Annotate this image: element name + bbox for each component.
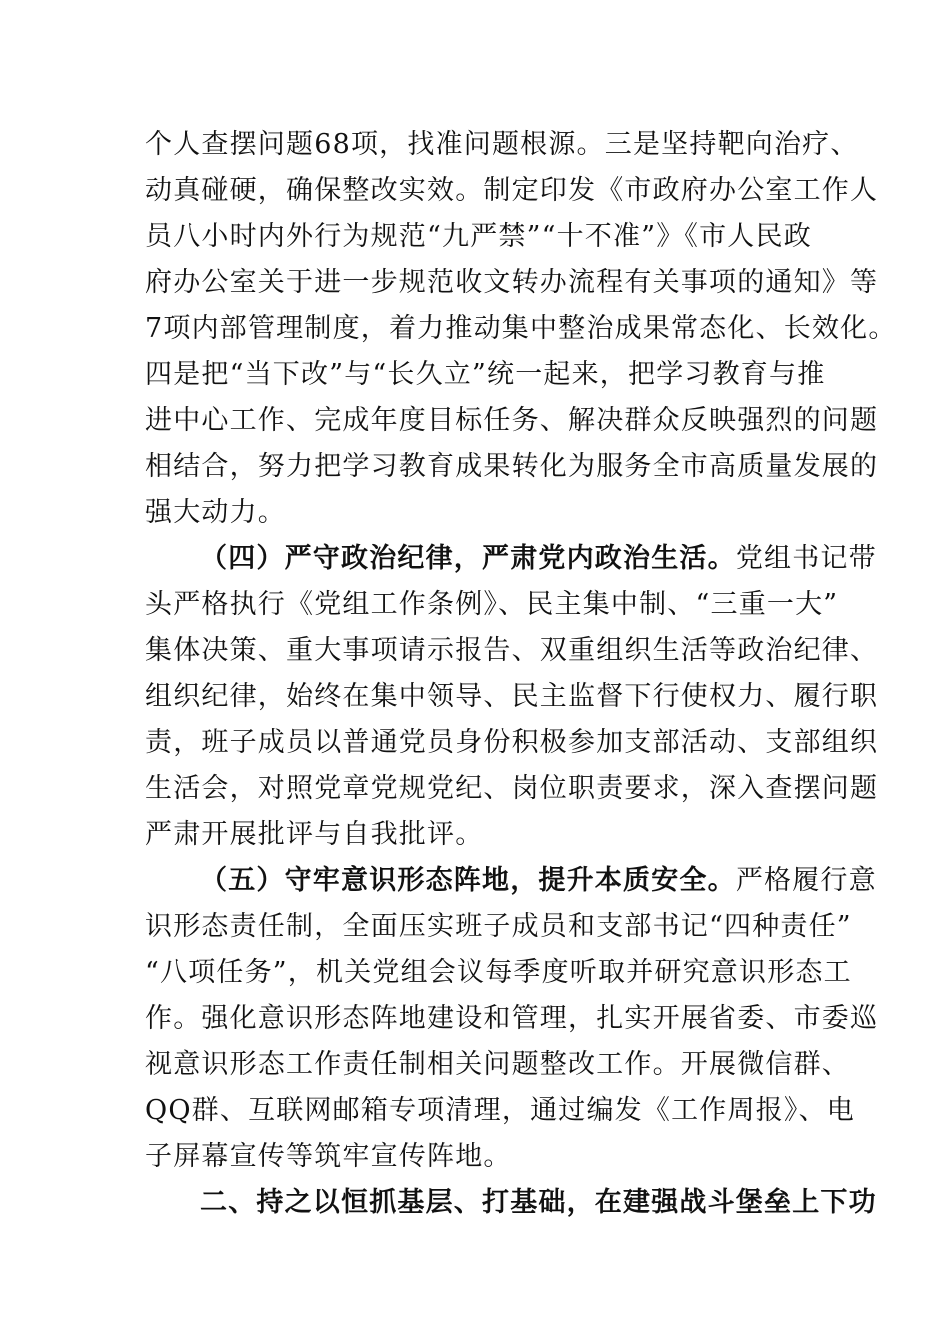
paragraph-first-line [200, 545, 880, 572]
body-line: 强大动力。 [145, 497, 286, 528]
body-line: 个人查摆问题68项，找准问题根源。三是坚持靶向治疗、 [145, 129, 859, 160]
section-heading-4: （四）严守政治纪律，严肃党内政治生活。 [200, 543, 736, 574]
section-heading: 二、持之以恒抓基层、打基础，在建强战斗堡垒上下功 [200, 1187, 877, 1218]
paragraph-first-line [200, 867, 880, 894]
body-line: 严肃开展批评与自我批评。 [145, 819, 484, 850]
body-line: “八项任务”，机关党组会议每季度听取并研究意识形态工 [145, 957, 852, 988]
body-line: 四是把“当下改”与“长久立”统一起来，把学习教育与推 [145, 359, 826, 390]
section-heading-5: （五）守牢意识形态阵地，提升本质安全。 [200, 865, 736, 896]
body-line: 生活会，对照党章党规党纪、岗位职责要求，深入查摆问题 [145, 773, 879, 804]
body-line: 员八小时内外行为规范“九严禁”“十不准”》《市人民政 [145, 221, 812, 252]
body-line: 子屏幕宣传等筑牢宣传阵地。 [145, 1141, 512, 1172]
body-line: 头严格执行《党组工作条例》、民主集中制、“三重一大” [145, 589, 839, 620]
body-line: 作。强化意识形态阵地建设和管理，扎实开展省委、市委巡 [145, 1003, 879, 1034]
body-line: 府办公室关于进一步规范收文转办流程有关事项的通知》等 [145, 267, 879, 298]
body-line: 识形态责任制，全面压实班子成员和支部书记“四种责任” [145, 911, 852, 942]
body-line: 组织纪律，始终在集中领导、民主监督下行使权力、履行职 [145, 681, 879, 712]
paragraph-text: 严格履行意 [735, 865, 877, 896]
paragraph-text: 党组书记带 [735, 543, 877, 574]
body-line: QQ群、互联网邮箱专项清理，通过编发《工作周报》、电 [145, 1095, 855, 1126]
body-line: 相结合，努力把学习教育成果转化为服务全市高质量发展的 [145, 451, 879, 482]
body-line: 责，班子成员以普通党员身份积极参加支部活动、支部组织 [145, 727, 879, 758]
body-line: 集体决策、重大事项请示报告、双重组织生活等政治纪律、 [145, 635, 879, 666]
body-line: 7项内部管理制度，着力推动集中整治成果常态化、长效化。 [145, 313, 897, 344]
body-line: 动真碰硬，确保整改实效。制定印发《市政府办公室工作人 [145, 175, 879, 206]
body-line: 进中心工作、完成年度目标任务、解决群众反映强烈的问题 [145, 405, 879, 436]
body-line: 视意识形态工作责任制相关问题整改工作。开展微信群、 [145, 1049, 850, 1080]
